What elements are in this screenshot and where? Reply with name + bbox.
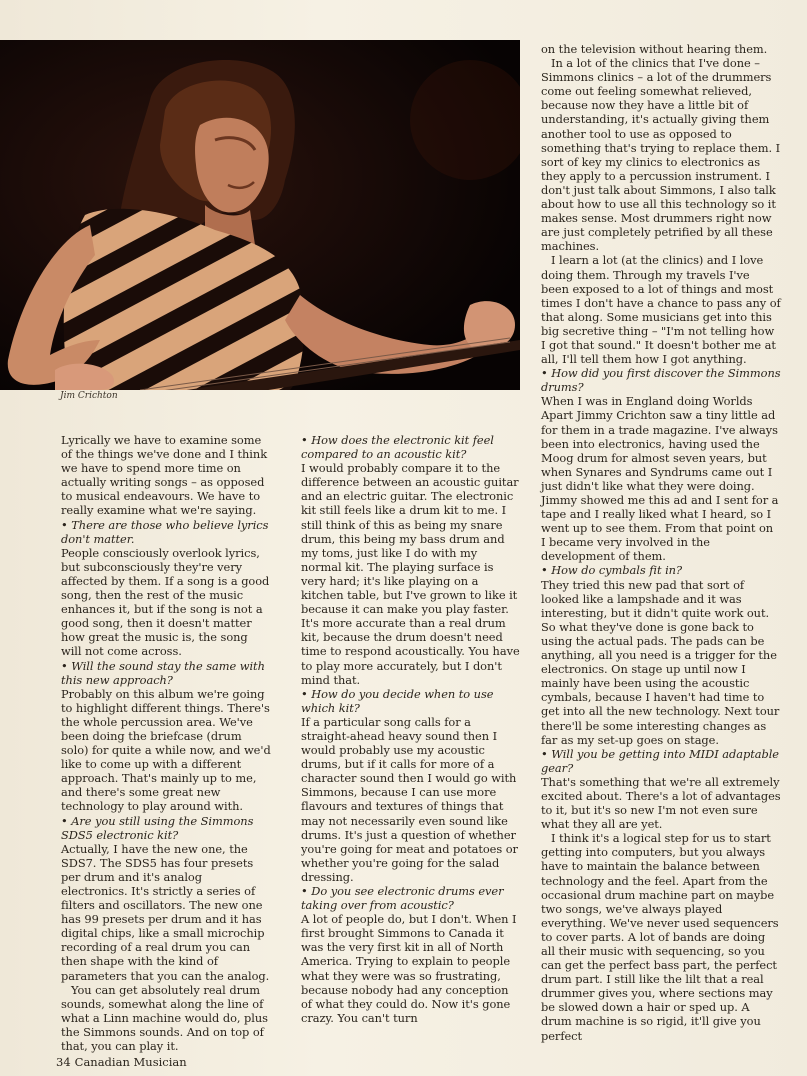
paragraph: In a lot of the clinics that I've done – Simmons clinics – a lot of the drummers come out feeling somewhat relieved, because now they have a little bit of understanding, it's actually giving them another tool to use as opposed to something that's trying to replace them. I sort of key my clinics to electronics as they apply to a percussion instrument. I don't just talk about Simmons, I also talk about how to use all this technology so it makes sense. Most drummers right now are just completely petrified by all these machines. — [541, 56, 781, 254]
concert-photo — [0, 40, 520, 390]
guitarist-photo-illustration — [0, 40, 520, 390]
interview-question: • There are those who believe lyrics don't matter. — [61, 517, 269, 546]
paragraph: They tried this new pad that sort of looked like a lampshade and it was interesting, but it didn't quite work out. So what they've done is gone back to using the actual pads. The pads can be anything, all you need is a trigger for the electronics. On stage up until now I mainly have been using the acoustic cymbals, because I haven't had time to get into all the new technology. Next tour there'll be some interesting changes as far as my set-up goes on stage. — [541, 577, 780, 747]
photo-caption: Jim Crichton — [60, 391, 118, 401]
paragraph: A lot of people do, but I don't. When I first brought Simmons to Canada it was the very first kit in all of North America. Trying to explain to people what they were was so frustrating, because nobody had any conception of what they could do. Now it's gone crazy. You can't turn — [301, 912, 517, 1025]
interview-question: • How do cymbals fit in? — [541, 563, 683, 578]
paragraph: on the television without hearing them. — [541, 42, 768, 56]
interview-question: • Are you still using the Simmons SDS5 electronic kit? — [61, 813, 254, 842]
interview-question: • How did you first discover the Simmons drums? — [541, 366, 781, 395]
paragraph: I would probably compare it to the difference between an acoustic guitar and an electric guitar. The electronic kit still feels like a drum kit to me. I still think of this as being my snare drum, this being my bass drum and my toms, just like I do with my normal kit. The playing surface is very hard; it's like playing on a kitchen table, but I've grown to like it because it can make you play faster. It's more accurate than a real drum kit, because the drum doesn't need time to respond acoustically. You have to play more accurately, but I don't mind that. — [301, 461, 520, 687]
publication-name: Canadian Musician — [74, 1055, 187, 1069]
paragraph: Lyrically we have to examine some of the things we've done and I think we have to spend more time on actually writing songs – as opposed to musical endeavours. We have to really examine what we're saying. — [61, 433, 268, 518]
page-number: 34 — [56, 1055, 71, 1069]
page-footer — [56, 1055, 187, 1069]
interview-question: • Will the sound stay the same with this new approach? — [61, 658, 265, 687]
article-column-3 — [541, 42, 781, 1043]
paragraph: When I was in England doing Worlds Apart Jimmy Crichton saw a tiny little ad for them in a trade magazine. I've always been into electronics, having used the Moog drum for almost seven years, but when Synares and Syndrums came out I just didn't like what they were doing. Jimmy showed me this ad and I sent for a tape and I really liked what I heard, so I went up to see them. From that point on I became very involved in the development of them. — [541, 394, 779, 564]
paragraph: Actually, I have the new one, the SDS7. The SDS5 has four presets per drum and it's analog electronics. It's strictly a series of filters and oscillators. The new one has 99 presets per drum and it has digital chips, like a small microchip recording of a real drum you can then shape with the kind of parameters that you can the analog. — [61, 841, 270, 983]
article-column-2 — [301, 433, 521, 1025]
interview-question: • How do you decide when to use which kit? — [301, 686, 494, 715]
paragraph: I think it's a logical step for us to start getting into computers, but you always have to maintain the balance between technology and the feel. Apart from the occasional drum machine part on maybe two songs, we've always played everything. We've never used sequencers to cover parts. A lot of bands are doing all their music with sequencing, so you can get the perfect bass part, the perfect drum part. I still like the lilt that a real drummer gives you, where sections may be slowed down a hair or sped up. A drum machine is so rigid, it'll give you perfect — [541, 831, 779, 1043]
interview-question: • Will you be getting into MIDI adaptable gear? — [541, 746, 779, 775]
article-column-1 — [61, 433, 271, 1053]
paragraph: Probably on this album we're going to highlight different things. There's the whole percussion area. We've been doing the briefcase (drum solo) for quite a while now, and we'd like to come up with a different approach. That's mainly up to me, and there's some great new technology to play around with. — [61, 686, 271, 814]
paragraph: That's something that we're all extremely excited about. There's a lot of advantages to it, but it's so new I'm not even sure what they all are yet. — [541, 774, 781, 832]
interview-question: • Do you see electronic drums ever taking over from acoustic? — [301, 884, 504, 913]
interview-question: • How does the electronic kit feel compared to an acoustic kit? — [301, 433, 494, 462]
paragraph: I learn a lot (at the clinics) and I love doing them. Through my travels I've been exposed to a lot of things and most times I don't have a chance to pass any of that along. Some musicians get into this big secretive thing – "I'm not telling how I got that sound." It doesn't bother me at all, I'll tell them how I got anything. — [541, 253, 781, 367]
paragraph: If a particular song calls for a straight-ahead heavy sound then I would probably use my acoustic drums, but if it calls for more of a character sound then I would go with Simmons, because I can use more flavours and textures of things that may not necessarily even sound like drums. It's just a question of whether you're going for meat and potatoes or whether you're going for the salad dressing. — [301, 714, 518, 884]
paragraph: You can get absolutely real drum sounds, somewhat along the line of what a Linn machine would do, plus the Simmons sounds. And on top of that, you can play it. — [61, 982, 268, 1054]
paragraph: People consciously overlook lyrics, but subconsciously they're very affected by them. If a song is a good song, then the rest of the music enhances it, but if the song is not a good song, then it doesn't matter how great the music is, the song will not come across. — [61, 545, 270, 659]
